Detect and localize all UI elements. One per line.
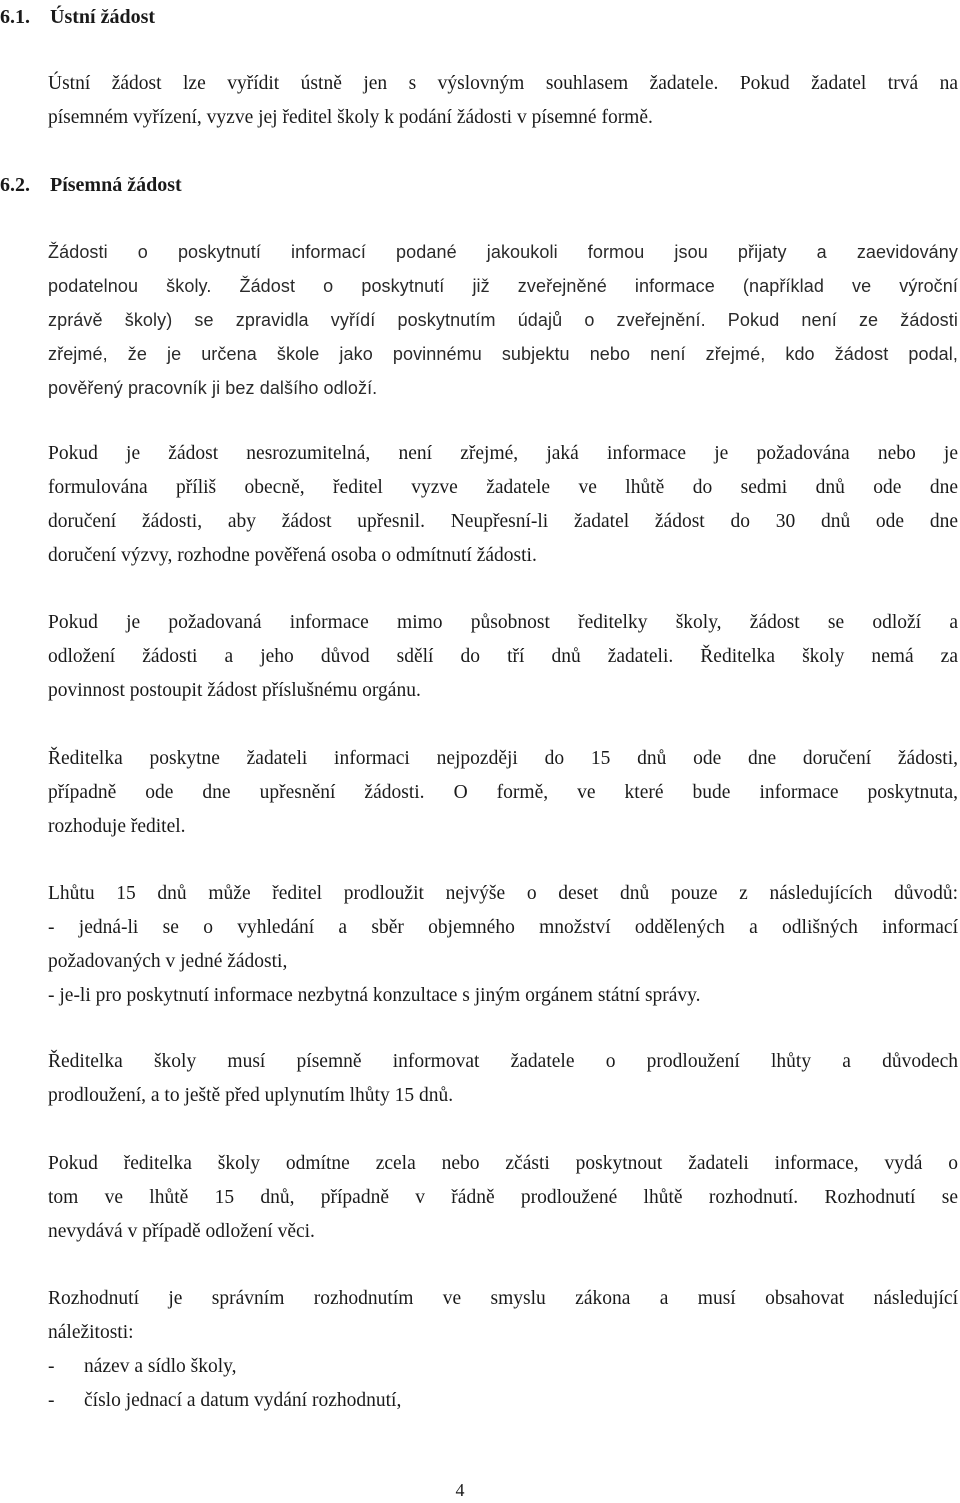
text-line: Ústní žádost lze vyřídit ústně jen s výslovným souhlasem žadatele. Pokud žadatel trvá na — [48, 73, 958, 94]
text-line: Lhůtu 15 dnů může ředitel prodloužit nejvýše o deset dnů pouze z následujících důvodů: — [48, 883, 958, 904]
page-number: 4 — [455, 1480, 465, 1500]
list-dash: - — [48, 1390, 55, 1411]
list-item-text: název a sídlo školy, — [84, 1356, 237, 1377]
paragraph-refusal — [48, 1147, 958, 1249]
text-line: zřejmé, že je určena škole jako povinnému subjektu nebo není zřejmé, kdo žádost podal, — [48, 344, 958, 364]
text-line: prodloužení, a to ještě před uplynutím lhůty 15 dnů. — [48, 1085, 454, 1106]
text-line: - je-li pro poskytnutí informace nezbytná konzultace s jiným orgánem státní správy. — [48, 985, 701, 1006]
text-line: doručení žádosti, aby žádost upřesnil. Neupřesní-li žadatel žádost do 30 dnů ode dne — [48, 511, 958, 532]
paragraph-outside-scope — [48, 606, 958, 708]
paragraph-decision-requirements — [48, 1282, 958, 1418]
section-number: 6.2. — [0, 174, 30, 196]
text-line: povinnost postoupit žádost příslušnému orgánu. — [48, 680, 421, 701]
list-item — [48, 1350, 958, 1384]
paragraph-extension-notice — [48, 1045, 958, 1113]
paragraph-oral-request — [48, 67, 958, 135]
text-line: Ředitelka školy musí písemně informovat žadatele o prodloužení lhůty a důvodech — [48, 1051, 958, 1072]
list-item — [48, 1384, 958, 1418]
section-title: Písemná žádost — [50, 174, 182, 196]
paragraph-unclear-request — [48, 437, 958, 573]
section-number: 6.1. — [0, 6, 30, 28]
text-line: zprávě školy) se zpravidla vyřídí poskytnutím údajů o zveřejnění. Pokud není ze žádosti — [48, 310, 958, 330]
text-line: Ředitelka poskytne žadateli informaci nejpozději do 15 dnů ode dne doručení žádosti, — [48, 748, 958, 769]
text-line: nevydává v případě odložení věci. — [48, 1221, 315, 1242]
paragraph-written-request — [48, 235, 958, 405]
text-line: - jedná-li se o vyhledání a sběr objemného množství oddělených a odlišných informací — [48, 917, 958, 938]
section-title: Ústní žádost — [50, 6, 156, 28]
paragraph-deadline-extension — [48, 877, 958, 1013]
text-line: doručení výzvy, rozhodne pověřená osoba o odmítnutí žádosti. — [48, 545, 537, 566]
text-line: Pokud je žádost nesrozumitelná, není zřejmé, jaká informace je požadována nebo je — [48, 443, 958, 464]
text-line: Pokud ředitelka školy odmítne zcela nebo zčásti poskytnout žadateli informace, vydá o — [48, 1153, 958, 1174]
text-line: Rozhodnutí je správním rozhodnutím ve smyslu zákona a musí obsahovat následující — [48, 1288, 958, 1309]
paragraph-response-deadline — [48, 742, 958, 844]
section-heading-6-2 — [0, 168, 182, 202]
text-line: Pokud je požadovaná informace mimo působnost ředitelky školy, žádost se odloží a — [48, 612, 958, 633]
text-line: odložení žádosti a jeho důvod sdělí do tří dnů žadateli. Ředitelka školy nemá za — [48, 646, 958, 667]
text-line: případně ode dne upřesnění žádosti. O formě, ve které bude informace poskytnuta, — [48, 782, 958, 803]
list-item-text: číslo jednací a datum vydání rozhodnutí, — [84, 1390, 402, 1411]
text-line: formulována příliš obecně, ředitel vyzve žadatele ve lhůtě do sedmi dnů ode dne — [48, 477, 958, 498]
text-line: tom ve lhůtě 15 dnů, případně v řádně prodloužené lhůtě rozhodnutí. Rozhodnutí se — [48, 1187, 958, 1208]
text-line: rozhoduje ředitel. — [48, 816, 186, 837]
text-line: požadovaných v jedné žádosti, — [48, 951, 288, 972]
section-heading-6-1 — [0, 0, 155, 34]
text-line: podatelnou školy. Žádost o poskytnutí již zveřejněné informace (například ve výroční — [48, 276, 958, 296]
text-line: pověřený pracovník ji bez dalšího odloží. — [48, 378, 378, 398]
text-line: Žádosti o poskytnutí informací podané jakoukoli formou jsou přijaty a zaevidovány — [48, 242, 958, 262]
list-dash: - — [48, 1356, 55, 1377]
text-line: písemném vyřízení, vyzve jej ředitel školy k podání žádosti v písemné formě. — [48, 107, 653, 128]
text-line: náležitosti: — [48, 1322, 134, 1343]
